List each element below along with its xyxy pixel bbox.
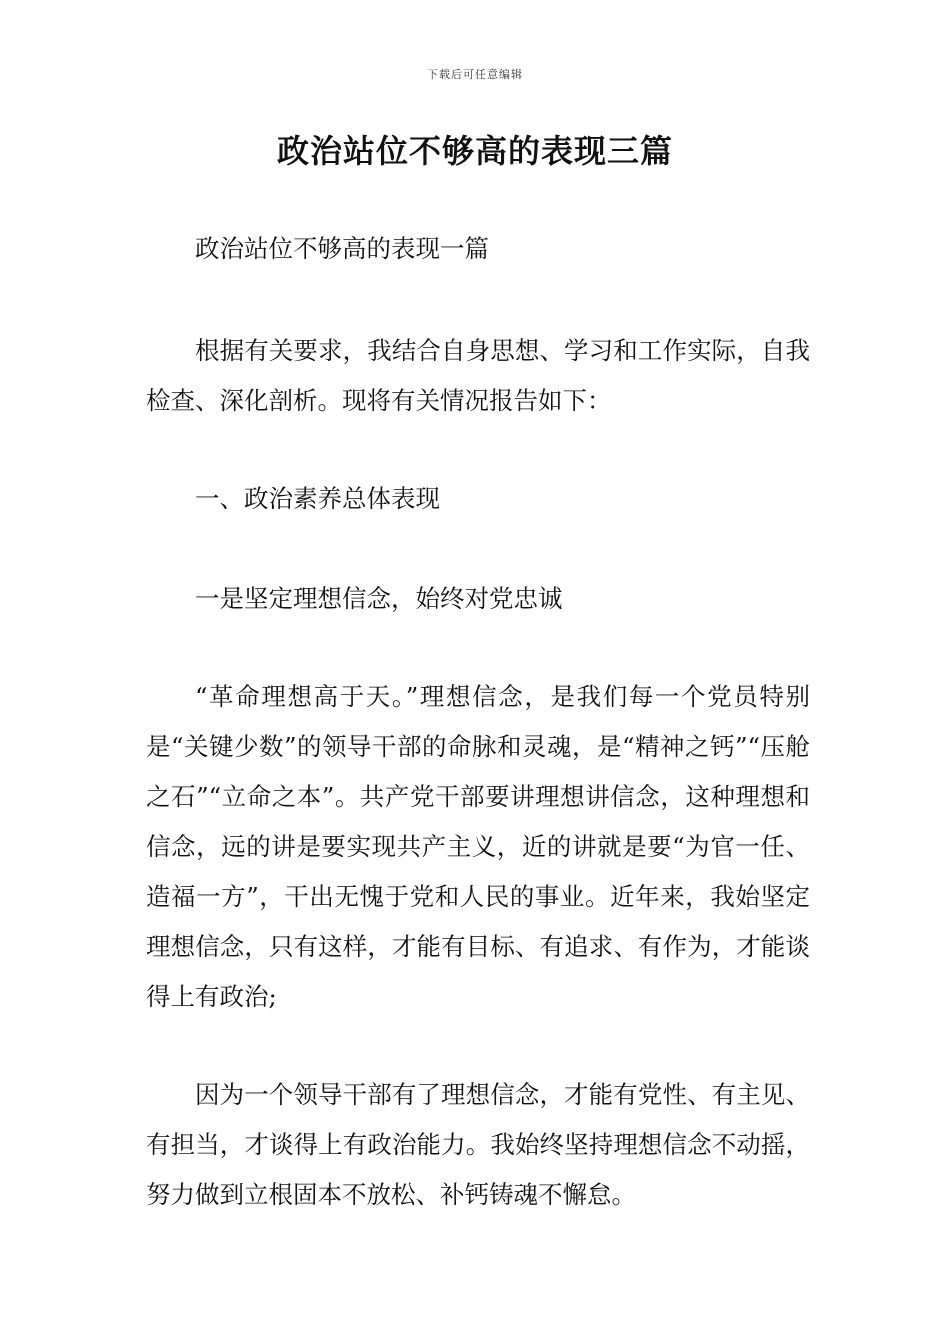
header-note: 下载后可任意编辑 [427, 68, 523, 81]
section-subtitle: 政治站位不够高的表现一篇 [195, 234, 489, 263]
body-paragraph: “革命理想高于天。”理想信念，是我们每一个党员特别是“关键少数”的领导干部的命脉和灵魂，是“精神之钙”“压舱之石”“立命之本”。共产党干部要讲理想讲信念，这种理想和信念，远的讲是要实现共产主义，近的讲就是要“为官一任、造福一方”，干出无愧于党和人民的事业。近年来，我始坚定理想信念，只有这样，才能有目标、有追求、有作为，才能谈得上有政治; [146, 682, 810, 1011]
document-title: 政治站位不够高的表现三篇 [276, 132, 673, 170]
section-heading: 一、政治素养总体表现 [195, 484, 440, 513]
body-paragraph: 因为一个领导干部有了理想信念，才能有党性、有主见、有担当，才谈得上有政治能力。我始终坚持理想信念不动摇，努力做到立根固本不放松、补钙铸魂不懈怠。 [146, 1080, 810, 1209]
subsection-heading: 一是坚定理想信念，始终对党忠诚 [195, 584, 563, 613]
intro-paragraph: 根据有关要求，我结合自身思想、学习和工作实际，自我检查、深化剖析。现将有关情况报告如下： [146, 336, 810, 415]
